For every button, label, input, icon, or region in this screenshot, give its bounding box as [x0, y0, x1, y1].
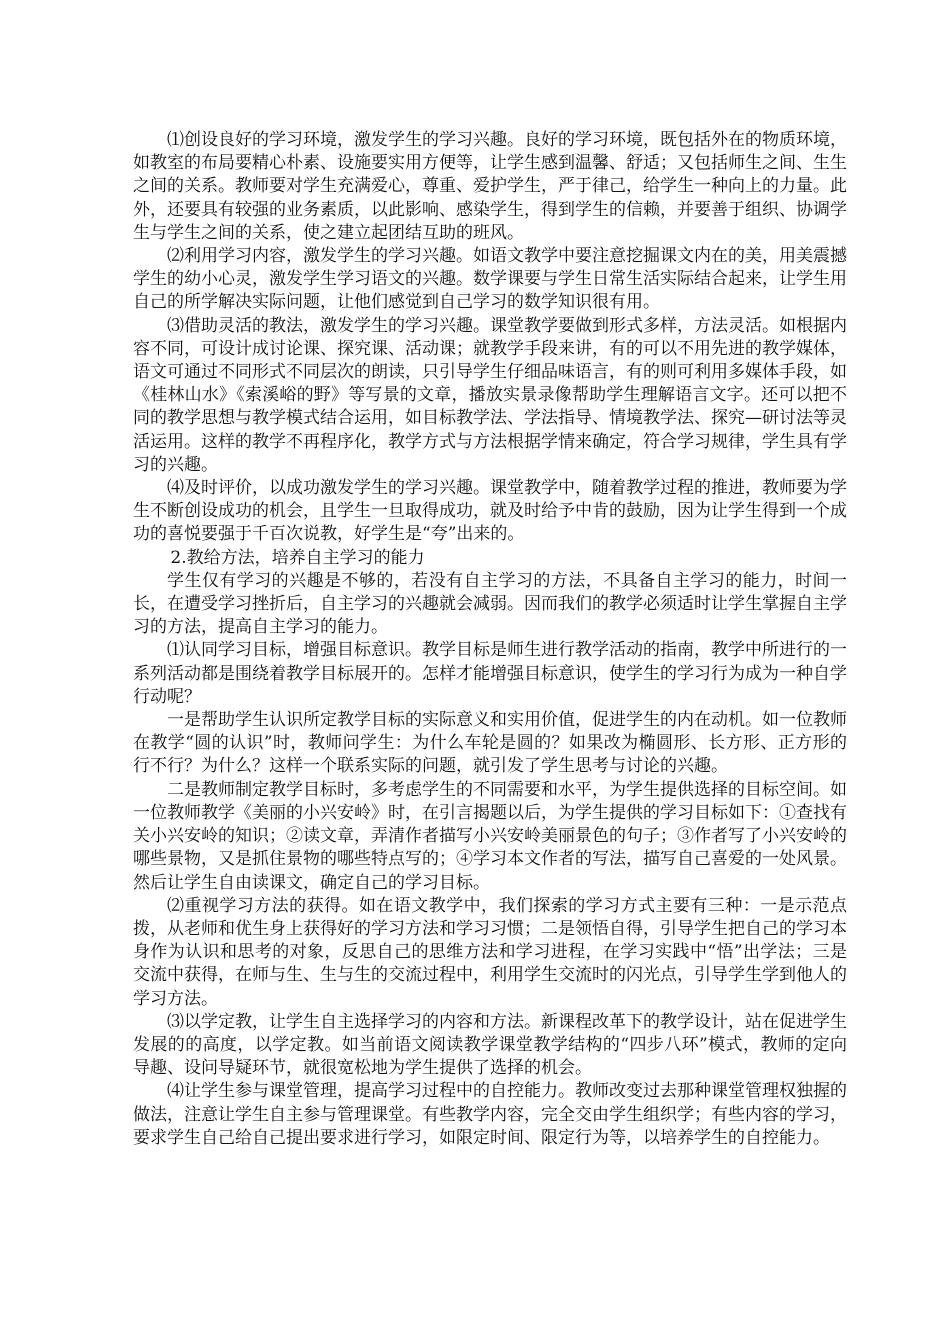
- paragraph-10: ⑵重视学习方法的获得。如在语文教学中，我们探索的学习方式主要有三种：一是示范点拨，从老师和优生身上获得好的学习方法和学习习惯；二是领悟自得，引导学生把自己的学习本身作为认识和思考的对象，反思自己的思维方法和学习进程，在学习实践中“悟”出学法；三是交流中获得，在师与生、生与生的交流过程中，利用学生交流时的闪光点，引导学生学到他人的学习方法。: [133, 895, 847, 1009]
- paragraph-2: ⑵利用学习内容，激发学生的学习兴趣。如语文教学中要注意挖掘课文内在的美，用美震撼学生的幼小心灵，激发学生学习语文的兴趣。数学课要与学生日常生活实际结合起来，让学生用自己的所学解决实际问题，让他们感觉到自己学习的数学知识很有用。: [133, 246, 847, 313]
- paragraph-11: ⑶以学定教，让学生自主选择学习的内容和方法。新课程改革下的教学设计，站在促进学生发展的的高度，以学定教。如当前语文阅读教学课堂教学结构的“四步八环”模式，教师的定向导趣、设问导疑环节，就很宽松地为学生提供了选择的机会。: [133, 1011, 847, 1079]
- section-heading: 2.教给方法，培养自主学习的能力: [170, 547, 425, 568]
- paragraph-4: ⑷及时评价，以成功激发学生的学习兴趣。课堂教学中，随着教学过程的推进，教师要为学生不断创设成功的机会，且学生一旦取得成功，就及时给予中肯的鼓励，因为让学生得到一个成功的喜悦要强于千百次说教，好学生是“夸”出来的。: [133, 478, 847, 545]
- paragraph-9: 二是教师制定教学目标时，多考虑学生的不同需要和水平，为学生提供选择的目标空间。如一位教师教学《美丽的小兴安岭》时，在引言揭题以后，为学生提供的学习目标如下：①查找有关小兴安岭的知识；②读文章，弄清作者描写小兴安岭美丽景色的句子；③作者写了小兴安岭的哪些景物，又是抓住景物的哪些特点写的；④学习本文作者的写法，描写自己喜爱的一处风景。然后让学生自由读课文，确定自己的学习目标。: [133, 779, 847, 893]
- paragraph-3: ⑶借助灵活的教法，激发学生的学习兴趣。课堂教学要做到形式多样，方法灵活。如根据内容不同，可设计成讨论课、探究课、活动课；就教学手段来讲，有的可以不用先进的教学媒体，语文可通过不同形式不同层次的朗读，只引导学生仔细品味语言，有的则可利用多媒体手段，如《桂林山水》《索溪峪的野》等写景的文章，播放实景录像帮助学生理解语言文字。还可以把不同的教学思想与教学模式结合运用，如目标教学法、学法指导、情境教学法、探究—研讨法等灵活运用。这样的教学不再程序化，教学方式与方法根据学情来确定，符合学习规律，学生具有学习的兴趣。: [133, 315, 847, 475]
- document-body: [133, 129, 847, 1150]
- paragraph-6: 学生仅有学习的兴趣是不够的，若没有自主学习的方法，不具备自主学习的能力，时间一长，在遭受学习挫折后，自主学习的兴趣就会减弱。因而我们的教学必须适时让学生掌握自主学习的方法，提高自主学习的能力。: [133, 570, 847, 638]
- paragraph-12: ⑷让学生参与课堂管理，提高学习过程中的自控能力。教师改变过去那种课堂管理权独握的做法，注意让学生自主参与管理课堂。有些教学内容，完全交由学生组织学；有些内容的学习，要求学生自己给自己提出要求进行学习，如限定时间、限定行为等，以培养学生的自控能力。: [133, 1081, 847, 1148]
- paragraph-1: ⑴创设良好的学习环境，激发学生的学习兴趣。良好的学习环境，既包括外在的物质环境，如教室的布局要精心朴素、设施要实用方便等，让学生感到温馨、舒适；又包括师生之间、生生之间的关系。教师要对学生充满爱心，尊重、爱护学生，严于律己，给学生一种向上的力量。此外，还要具有较强的业务素质，以此影响、感染学生，得到学生的信赖，并要善于组织、协调学生与学生之间的关系，使之建立起团结互助的班风。: [133, 130, 847, 243]
- paragraph-8: 一是帮助学生认识所定教学目标的实际意义和实用价值，促进学生的内在动机。如一位教师在教学“圆的认识”时，教师问学生：为什么车轮是圆的？如果改为椭圆形、长方形、正方形的行不行？为什么？这样一个联系实际的问题，就引发了学生思考与讨论的兴趣。: [133, 710, 847, 777]
- paragraph-7: ⑴认同学习目标，增强目标意识。教学目标是师生进行教学活动的指南，教学中所进行的一系列活动都是围绕着教学目标展开的。怎样才能增强目标意识，使学生的学习行为成为一种自学行动呢？: [133, 640, 847, 707]
